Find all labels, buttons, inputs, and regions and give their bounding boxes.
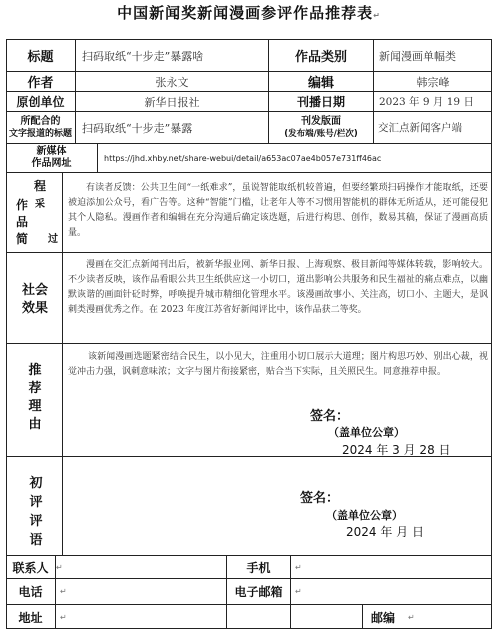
new-media-link-label-line: 作品网址 [31, 158, 72, 169]
category-field[interactable]: 新闻漫画单幅类 [379, 49, 456, 63]
email-field[interactable] [291, 579, 492, 604]
recommend-label-char: 推 [28, 363, 42, 378]
recommend-label-char: 理 [28, 399, 42, 414]
intro-label-3: 简 [15, 232, 28, 246]
date-label: 刊播日期 [296, 95, 345, 109]
review-label-char: 评 [29, 514, 43, 529]
row-divider [6, 172, 492, 173]
paragraph-mark: ↵ [295, 562, 302, 572]
new-media-link-field[interactable]: https://jhd.xhby.net/share-webui/detail/a653ac07ae4b057e731ff46ac [104, 153, 382, 163]
title-label: 标题 [27, 50, 54, 65]
recommend-label [27, 362, 43, 434]
paragraph-mark: ↵ [60, 587, 67, 596]
row-divider [6, 252, 492, 253]
unit-field[interactable]: 新华日报社 [144, 95, 200, 109]
review-label-char: 语 [29, 533, 43, 548]
review-signature-label: 签名： [300, 491, 340, 506]
column-divider [62, 172, 63, 556]
new-media-link-label-line: 新媒体 [36, 146, 67, 157]
intro-label-1: 作 [15, 198, 28, 212]
review-stamp-label: （盖单位公章） [326, 509, 403, 522]
review-label-char: 初 [29, 476, 43, 491]
related-text-label-line: 文字报道的标题 [8, 128, 72, 139]
paragraph-mark: ↵ [295, 587, 302, 596]
new-media-link-label [6, 144, 97, 172]
publish-page-label [269, 112, 373, 143]
related-text-field[interactable]: 扫码取纸“十步走”暴露 [82, 121, 193, 135]
contact-person-field[interactable] [56, 556, 226, 578]
category-label: 作品类别 [294, 50, 347, 65]
contact-person-label: 联系人 [12, 560, 49, 575]
publish-page-label-line: (发布端/账号/栏次) [284, 128, 358, 139]
date-field[interactable]: 2023 年 9 月 19 日 [379, 96, 474, 108]
mobile-label: 手机 [246, 560, 271, 575]
recommend-date: 2024 年 3 月 28 日 [342, 443, 451, 457]
address-label: 地址 [18, 610, 43, 625]
author-label: 作者 [27, 76, 54, 91]
phone-label: 电话 [18, 585, 43, 599]
mobile-field[interactable] [291, 556, 492, 578]
phone-field[interactable] [56, 579, 226, 604]
effect-text: 漫画在交汇点新闻刊出后，被新华报业网、新华日报、上海观察、极目新闻等媒体转载，影响较大。不少读者反映，该作品看眼公共卫生纸供应这一小切口，道出影响公共服务和民生福祉的痛点难点，以幽默诙谐的画面针砭时弊，呼唤提升城市精细化管理水平。该漫画故事小、关注高，切口小、主题大，是讽刺类漫画优秀之作。在 2023 年度江苏省好新闻评比中，该作品获二等奖。 [68, 260, 488, 315]
title-field[interactable]: 扫码取纸“十步走”暴露啥 [82, 49, 204, 63]
editor-field[interactable]: 韩宗峰 [416, 75, 450, 89]
intro-side-label-2: 采 [35, 199, 45, 210]
recommend-label-char: 由 [28, 417, 42, 432]
zip-field[interactable] [404, 605, 492, 629]
paragraph-mark: ↵ [56, 562, 63, 572]
intro-side-label-1: 程 [33, 179, 46, 193]
recommend-stamp-label: （盖单位公章） [328, 426, 405, 439]
document-title-text: 中国新闻奖新闻漫画参评作品推荐表 [117, 4, 374, 22]
unit-label: 原创单位 [16, 95, 65, 109]
paragraph-mark: ↵ [60, 612, 67, 622]
effect-label-line: 社会 [21, 283, 48, 298]
row-divider [6, 343, 492, 344]
address-field[interactable] [56, 605, 362, 629]
review-date: 2024 年 月 日 [346, 525, 424, 539]
paragraph-mark: ↵ [373, 11, 381, 20]
zip-label: 邮编 [370, 610, 395, 625]
intro-label-2: 品 [15, 215, 28, 229]
publish-page-field[interactable]: 交汇点新闻客户端 [378, 122, 462, 134]
related-text-label-line: 所配合的 [20, 115, 61, 127]
review-label [28, 474, 44, 550]
intro-side-label-3: 过 [48, 234, 58, 245]
recommend-label-char: 荐 [28, 381, 42, 396]
recommend-text: 该新闻漫画选题紧密结合民生，以小见大，注重用小切口展示大道理；图片构思巧妙、别出心裁，视觉冲击力强，讽刺意味浓；文字与图片衔接紧密，贴合当下实际，且关照民生。同意推荐申报。 [68, 352, 488, 377]
intro-text: 有读者反馈：公共卫生间“一纸难求”，虽说智能取纸机较普遍，但要经繁琐扫码操作才能取纸，还要被迫添加公众号，看广告等。这种“智能”门槛，让老年人等不习惯用智能机的群体无所适从，还可能侵犯其个人隐私。漫画作者和编辑在充分沟通后确定该选题，后进行构思、创作，数易其稿，保证了漫画高质量。 [68, 183, 488, 238]
author-field[interactable]: 张永文 [155, 75, 189, 89]
recommend-signature-label: 签名： [310, 409, 350, 424]
email-label: 电子邮箱 [234, 585, 283, 599]
paragraph-mark: ↵ [408, 612, 415, 622]
related-text-label [6, 112, 75, 143]
document-title [0, 2, 498, 23]
review-label-char: 评 [29, 495, 43, 510]
publish-page-label-line: 刊发版面 [301, 115, 341, 127]
effect-label [10, 282, 60, 318]
editor-label: 编辑 [307, 76, 334, 91]
effect-label-line: 效果 [21, 301, 48, 316]
